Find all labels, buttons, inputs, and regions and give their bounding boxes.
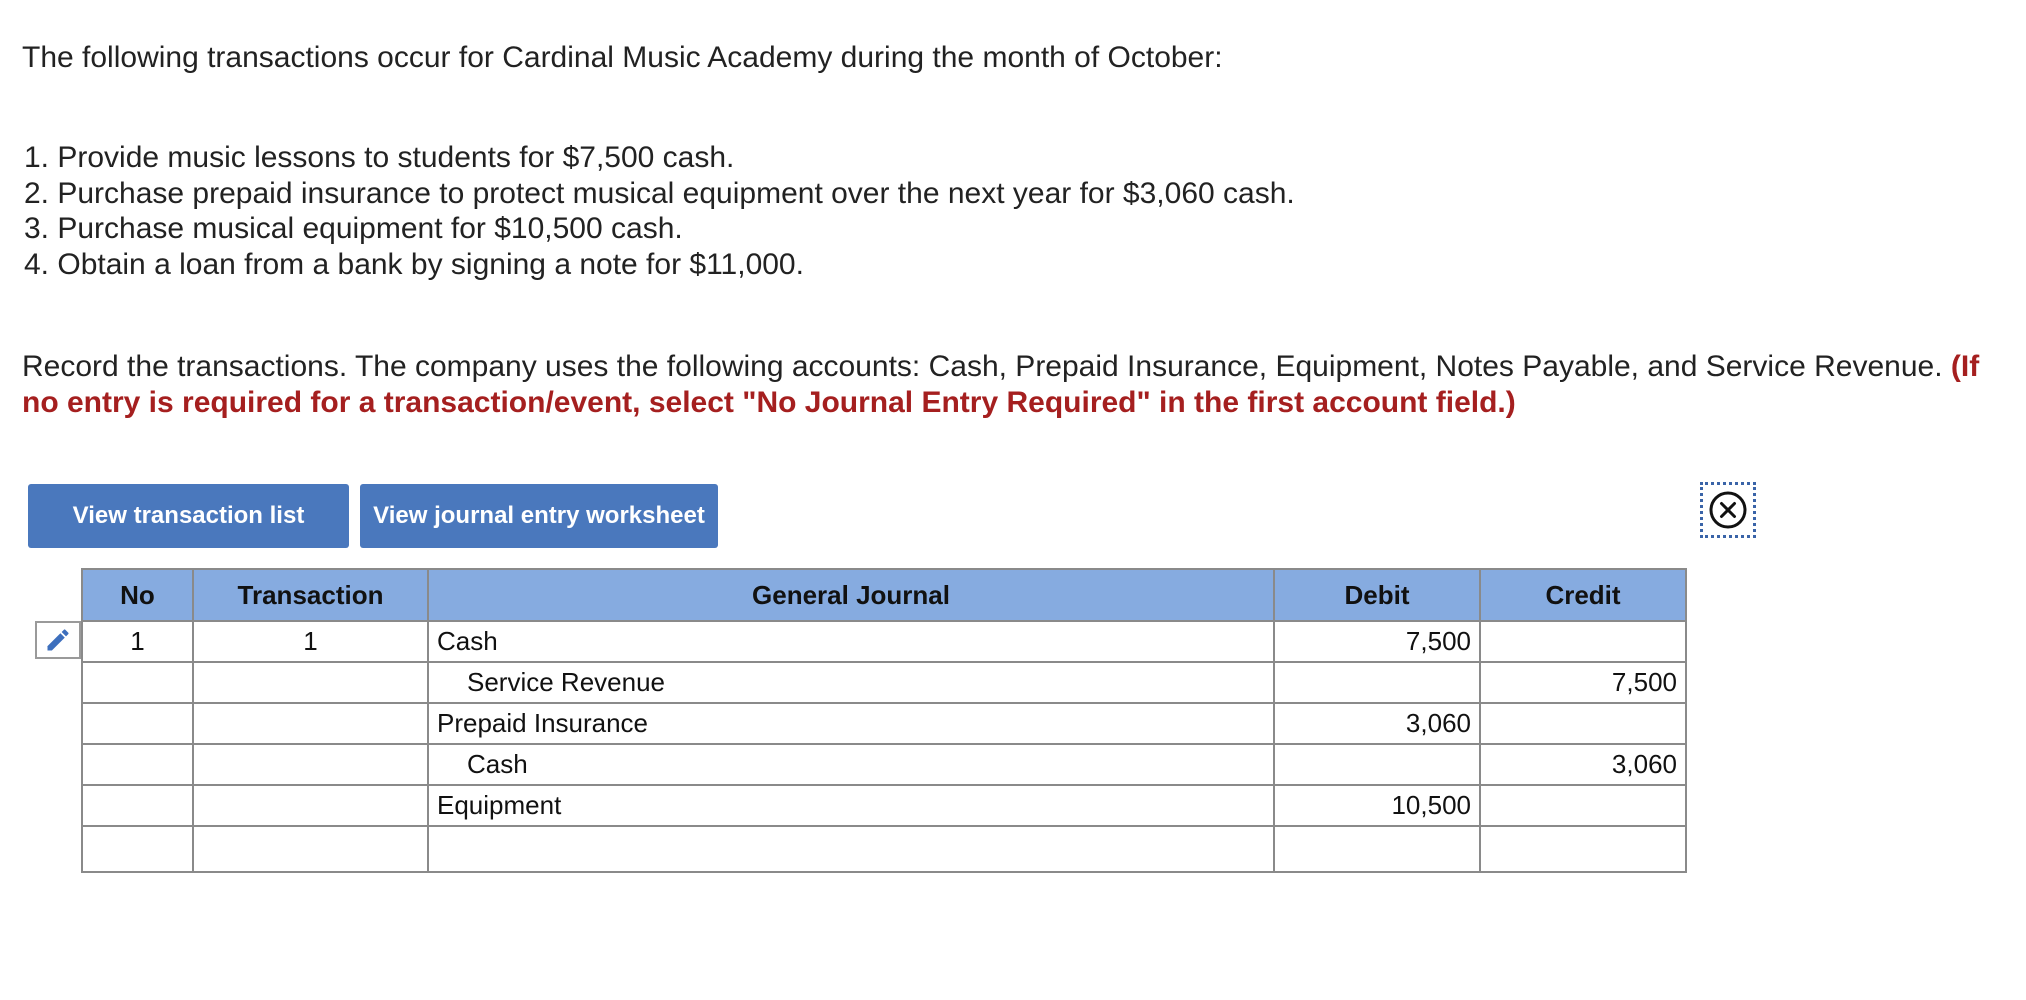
view-journal-entry-worksheet-button[interactable]: View journal entry worksheet — [360, 484, 718, 548]
row-account: Cash — [428, 744, 1274, 785]
close-button[interactable] — [1700, 482, 1756, 538]
row-account — [428, 826, 1274, 872]
row-credit — [1480, 826, 1686, 872]
row-debit — [1274, 744, 1480, 785]
row-transaction: 1 — [193, 621, 428, 662]
table-row — [82, 662, 1686, 703]
header-no: No — [82, 569, 193, 621]
transaction-list — [24, 140, 1295, 282]
row-debit: 3,060 — [1274, 703, 1480, 744]
row-debit — [1274, 826, 1480, 872]
transaction-item: 2. Purchase prepaid insurance to protect musical equipment over the next year for $3,060 cash. — [24, 176, 1295, 210]
table-row — [82, 785, 1686, 826]
instructions — [22, 349, 1982, 421]
header-transaction: Transaction — [193, 569, 428, 621]
row-transaction — [193, 744, 428, 785]
row-debit: 7,500 — [1274, 621, 1480, 662]
row-credit — [1480, 703, 1686, 744]
row-debit: 10,500 — [1274, 785, 1480, 826]
header-general-journal: General Journal — [428, 569, 1274, 621]
pencil-icon — [44, 626, 72, 654]
row-transaction — [193, 662, 428, 703]
table-row — [82, 621, 1686, 662]
intro-text: The following transactions occur for Cardinal Music Academy during the month of October: — [22, 41, 1223, 74]
header-debit: Debit — [1274, 569, 1480, 621]
row-credit: 3,060 — [1480, 744, 1686, 785]
transaction-item: 3. Purchase musical equipment for $10,500 cash. — [24, 212, 683, 245]
instructions-note: (If no entry is required for a transaction/event, select "No Journal Entry Required" in the first account field.) — [22, 350, 1980, 419]
header-credit: Credit — [1480, 569, 1686, 621]
row-no: 1 — [82, 621, 193, 662]
row-transaction — [193, 785, 428, 826]
table-row — [82, 744, 1686, 785]
edit-entry-button[interactable] — [35, 621, 81, 659]
row-transaction — [193, 826, 428, 872]
row-account: Equipment — [428, 785, 1274, 826]
transaction-item: 1. Provide music lessons to students for $7,500 cash. — [24, 141, 735, 174]
row-credit — [1480, 785, 1686, 826]
journal-header-row — [82, 569, 1686, 621]
row-no — [82, 744, 193, 785]
table-row — [82, 826, 1686, 872]
row-credit — [1480, 621, 1686, 662]
row-no — [82, 826, 193, 872]
close-circle-icon — [1708, 490, 1748, 530]
row-no — [82, 662, 193, 703]
view-transaction-list-button[interactable]: View transaction list — [28, 484, 349, 548]
row-no — [82, 703, 193, 744]
row-account: Prepaid Insurance — [428, 703, 1274, 744]
transaction-item: 4. Obtain a loan from a bank by signing a note for $11,000. — [24, 247, 804, 281]
journal-table — [81, 568, 1687, 873]
row-credit: 7,500 — [1480, 662, 1686, 703]
instructions-text: Record the transactions. The company uses the following accounts: Cash, Prepaid Insurance, Equipment, Notes Payable, and Service Revenue. — [22, 350, 1943, 383]
row-account: Cash — [428, 621, 1274, 662]
table-row — [82, 703, 1686, 744]
row-debit — [1274, 662, 1480, 703]
row-transaction — [193, 703, 428, 744]
row-account: Service Revenue — [428, 662, 1274, 703]
row-no — [82, 785, 193, 826]
